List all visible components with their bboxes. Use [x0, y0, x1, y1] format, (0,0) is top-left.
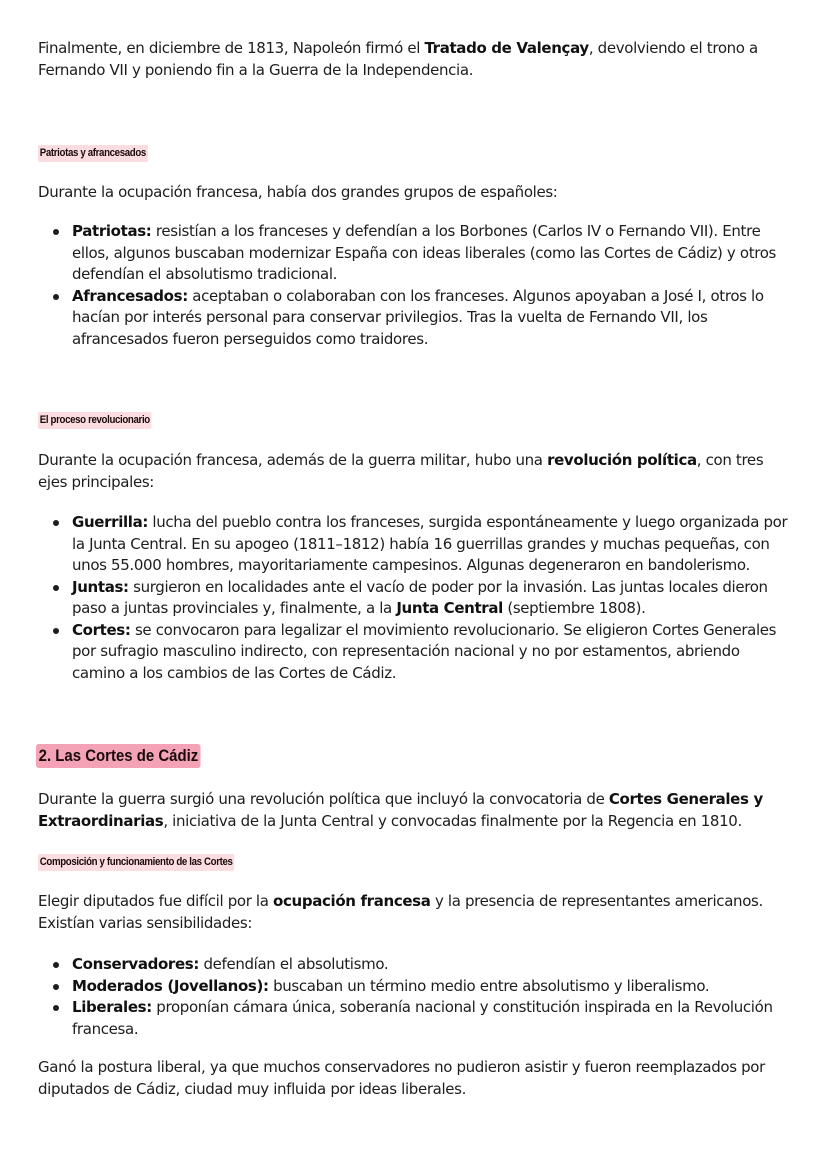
- lead-text-end: , iniciativa de la Junta Central y convocadas finalmente por la Regencia en 1810.: [163, 812, 742, 830]
- item-term: Liberales:: [72, 998, 152, 1016]
- bullet-icon: [53, 294, 59, 300]
- bullet-icon: [53, 585, 59, 591]
- intro-text: Finalmente, en diciembre de 1813, Napoleón firmó el: [38, 39, 425, 57]
- list-item: [38, 954, 790, 976]
- item-text-end: (septiembre 1808).: [502, 599, 646, 617]
- subheading-patriotas: Patriotas y afrancesados: [38, 145, 148, 162]
- item-term: Guerrilla:: [72, 513, 149, 531]
- intro-paragraph: [38, 37, 788, 81]
- bullet-icon: [53, 962, 59, 968]
- item-bold: Junta Central: [396, 599, 503, 617]
- item-term: Moderados (Jovellanos):: [72, 976, 269, 995]
- lead-text: Durante la guerra surgió una revolución política que incluyó la convocatoria de: [38, 790, 609, 808]
- intro-text-end: , devolviendo el trono a Fernando VII y poniendo fin a la Guerra de la Independencia.: [38, 39, 758, 79]
- list-item: [38, 997, 790, 1040]
- list-item: [38, 976, 790, 998]
- section-heading-cortes: 2. Las Cortes de Cádiz: [36, 744, 201, 768]
- item-term: Patriotas:: [72, 222, 152, 240]
- patriotas-lead: Durante la ocupación francesa, había dos grandes grupos de españoles:: [38, 183, 558, 201]
- item-term: Juntas:: [72, 577, 129, 596]
- closing-paragraph: Ganó la postura liberal, ya que muchos conservadores no pudieron asistir y fueron reemplazados por diputados de Cádiz, ciudad muy influida por ideas liberales.: [38, 1058, 765, 1098]
- list-item: [38, 221, 790, 286]
- lead-text-end: y la presencia de representantes americanos. Existían varias sensibilidades:: [38, 892, 763, 932]
- cortes-lead: [38, 788, 788, 832]
- list-item: [38, 286, 790, 351]
- list-item: [38, 512, 790, 577]
- lead-bold: ocupación francesa: [273, 892, 431, 910]
- subheading-composicion: Composición y funcionamiento de las Cortes: [38, 854, 234, 871]
- item-text: lucha del pueblo contra los franceses, surgida espontáneamente y luego organizada por la Junta Central. En su apogeo (1811–1812) había 16 guerrillas grandes y muchas pequeñas, con unos 55.000 hombres, mayoritariamente campesinos. Algunas degeneraron en bandolerismo.: [72, 513, 788, 574]
- item-text: proponían cámara única, soberanía nacional y constitución inspirada en la Revolución francesa.: [72, 998, 773, 1038]
- composicion-lead: [38, 890, 788, 934]
- list-item: [38, 577, 790, 620]
- item-text: aceptaban o colaboraban con los franceses. Algunos apoyaban a José I, otros lo hacían por interés personal para conservar privilegios. Tras la vuelta de Fernando VII, los afrancesados fueron perseguidos como traidores.: [72, 286, 764, 348]
- sensibilidades-list: [38, 954, 790, 1040]
- bullet-icon: [53, 520, 59, 526]
- lead-text: Elegir diputados fue difícil por la: [38, 892, 274, 910]
- proceso-list: [38, 512, 790, 684]
- item-text: resistían a los franceses y defendían a los Borbones (Carlos IV o Fernando VII). Entre ellos, algunos buscaban modernizar España con ideas liberales (como las Cortes de Cádiz) y otros defendían el absolutismo tradicional.: [72, 222, 777, 283]
- bullet-icon: [53, 229, 59, 235]
- proceso-lead: [38, 449, 788, 493]
- item-text: defendían el absolutismo.: [199, 955, 389, 973]
- list-item: [38, 620, 790, 685]
- lead-text: Durante la ocupación francesa, además de la guerra militar, hubo una: [38, 451, 548, 469]
- item-term: Conservadores:: [72, 955, 200, 973]
- lead-text-end: , con tres ejes principales:: [38, 451, 764, 491]
- item-term: Cortes:: [72, 620, 131, 639]
- item-text: buscaban un término medio entre absolutismo y liberalismo.: [268, 976, 710, 995]
- subheading-proceso: El proceso revolucionario: [38, 412, 152, 429]
- item-text: surgieron en localidades ante el vacío de poder por la invasión. Las juntas locales dieron paso a juntas provinciales y, finalmente, a la: [72, 577, 768, 617]
- lead-bold: revolución política: [547, 451, 697, 469]
- intro-bold-term: Tratado de Valençay: [424, 39, 589, 57]
- bullet-icon: [53, 1005, 59, 1011]
- item-term: Afrancesados:: [72, 286, 188, 305]
- bullet-icon: [53, 984, 59, 990]
- lead-bold: Cortes Generales y Extraordinarias: [38, 790, 763, 830]
- bullet-icon: [53, 628, 59, 634]
- patriotas-list: [38, 221, 790, 350]
- item-text: se convocaron para legalizar el movimiento revolucionario. Se eligieron Cortes Generales por sufragio masculino indirecto, con representación nacional y no por estamentos, abriendo camino a los cambios de las Cortes de Cádiz.: [72, 620, 777, 682]
